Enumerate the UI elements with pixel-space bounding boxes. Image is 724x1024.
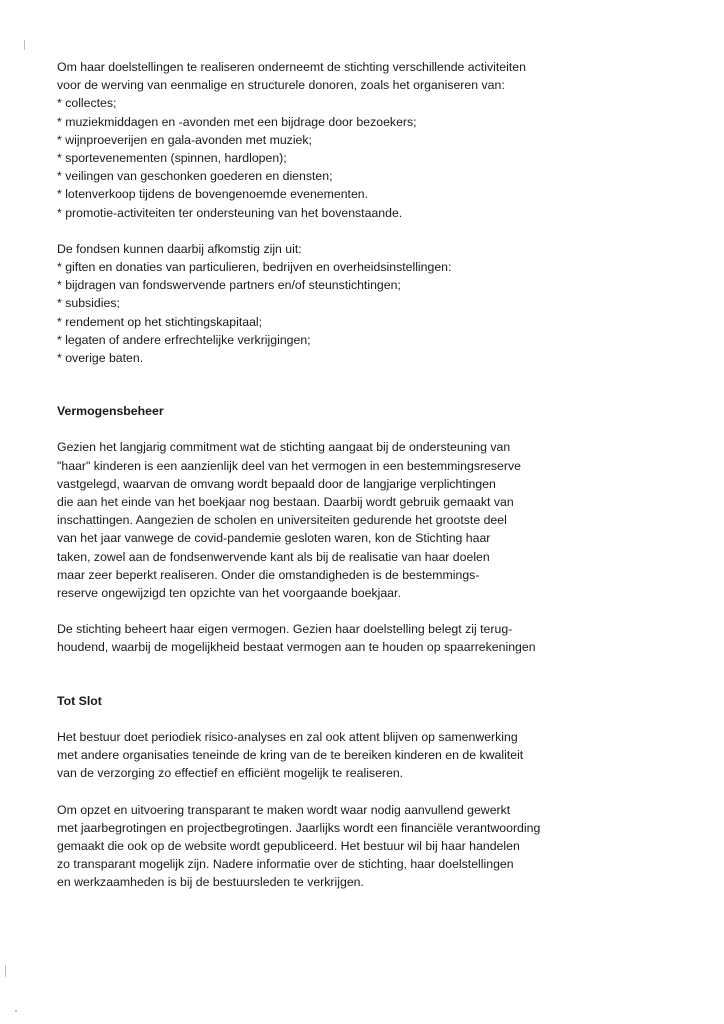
text-line: maar zeer beperkt realiseren. Onder die omstandigheden is de bestemmings- [57,567,480,582]
section-heading-vermogensbeheer: Vermogensbeheer [57,404,164,419]
list-item: * giften en donaties van particulieren, bedrijven en overheidsinstellingen: [57,260,452,275]
funds-paragraph [57,240,677,258]
text-line: voor de werving van eenmalige en structurele donoren, zoals het organiseren van: [57,78,505,93]
text-line: De stichting beheert haar eigen vermogen. Gezien haar doelstelling belegt zij terug- [57,622,513,637]
text-line: zo transparant mogelijk zijn. Nadere informatie over de stichting, haar doelstellingen [57,857,514,872]
text-line: van het jaar vanwege de covid-pandemie gesloten waren, kon de Stichting haar [57,531,491,546]
list-item: * lotenverkoop tijdens de bovengenoemde evenementen. [57,187,369,202]
list-item: * muziekmiddagen en -avonden met een bijdrage door bezoekers; [57,114,417,129]
text-line: met jaarbegrotingen en projectbegrotingen. Jaarlijks wordt een financiële verantwoording [57,820,541,835]
list-item: * collectes; [57,96,117,111]
text-line: die aan het einde van het boekjaar nog bestaan. Daarbij wordt gebruik gemaakt van [57,495,514,510]
tot-slot-paragraph-1 [57,728,677,783]
list-item: * rendement op het stichtingskapitaal; [57,314,263,329]
text-line: "haar" kinderen is een aanzienlijk deel van het vermogen in een bestemmingsreserve [57,458,521,473]
list-item: * bijdragen van fondswervende partners en/of steunstichtingen; [57,278,401,293]
list-item: * promotie-activiteiten ter ondersteuning van het bovenstaande. [57,205,403,220]
text-line: houdend, waarbij de mogelijkheid bestaat vermogen aan te houden op spaarrekeningen [57,640,536,655]
text-line: gemaakt die ook op de website wordt gepubliceerd. Het bestuur wil bij haar handelen [57,838,520,853]
section-heading-tot-slot: Tot Slot [57,693,102,708]
list-item: * veilingen van geschonken goederen en diensten; [57,169,333,184]
text-line: van de verzorging zo effectief en efficiënt mogelijk te realiseren. [57,766,404,781]
intro-paragraph [57,58,677,94]
text-line: Het bestuur doet periodiek risico-analyses en zal ook attent blijven op samenwerking [57,729,518,744]
text-line: Om haar doelstellingen te realiseren onderneemt de stichting verschillende activiteiten [57,60,526,74]
text-line: Om opzet en uitvoering transparant te maken wordt waar nodig aanvullend gewerkt [57,802,511,817]
funds-list [57,258,677,367]
document-body [57,58,677,892]
text-line: Gezien het langjarig commitment wat de stichting aangaat bij de ondersteuning van [57,440,511,455]
vermogensbeheer-paragraph-2 [57,620,677,656]
list-item: * sportevenementen (spinnen, hardlopen); [57,151,287,166]
text-line: reserve ongewijzigd ten opzichte van het voorgaande boekjaar. [57,586,401,601]
text-line: inschattingen. Aangezien de scholen en universiteiten gedurende het grootste deel [57,513,507,528]
vermogensbeheer-paragraph-1 [57,438,677,602]
scan-speck [24,40,25,50]
list-item: * overige baten. [57,351,144,366]
text-line: vastgelegd, waarvan de omvang wordt bepaald door de langjarige verplichtingen [57,476,496,491]
list-item: * wijnproeverijen en gala-avonden met muziek; [57,132,312,147]
list-item: * legaten of andere erfrechtelijke verkrijgingen; [57,332,311,347]
text-line: en werkzaamheden is bij de bestuursleden te verkrijgen. [57,875,364,890]
tot-slot-paragraph-2 [57,801,677,892]
text-line: met andere organisaties teneinde de kring van de te bereiken kinderen en de kwaliteit [57,748,524,763]
scan-speck [15,1010,17,1012]
activities-list [57,94,677,221]
text-line: taken, zowel aan de fondsenwervende kant als bij de realisatie van haar doelen [57,549,490,564]
text-line: De fondsen kunnen daarbij afkomstig zijn uit: [57,241,302,256]
scan-speck [5,965,6,977]
list-item: * subsidies; [57,296,120,311]
